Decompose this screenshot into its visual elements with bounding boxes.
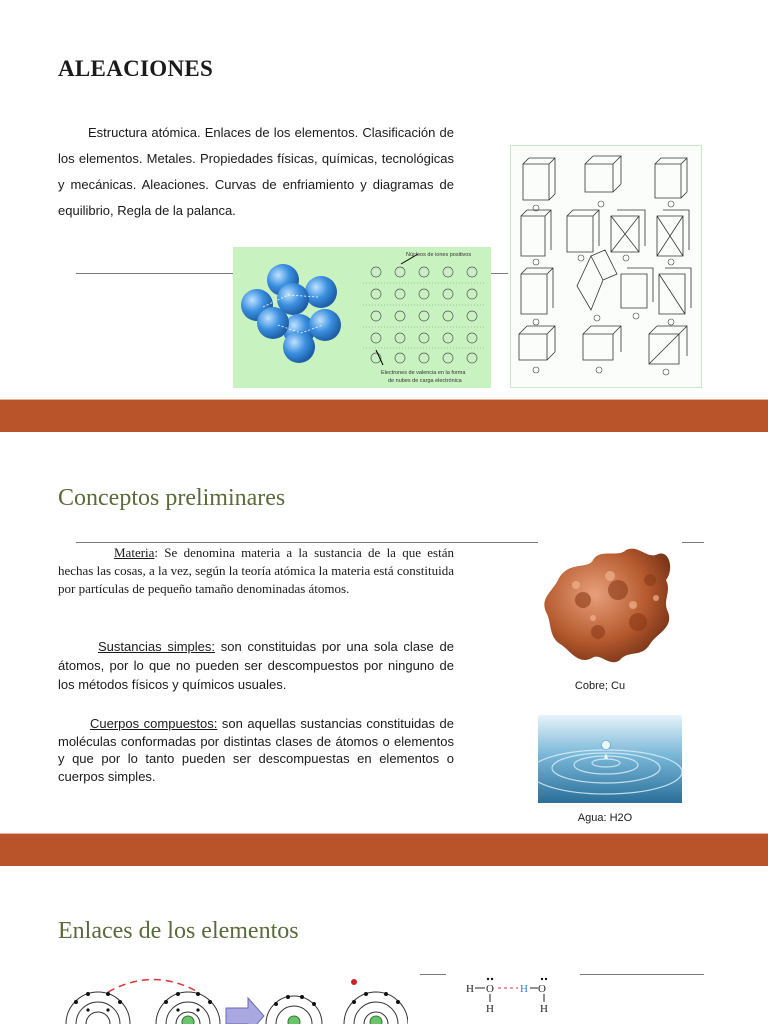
hydrogen-bond-illustration	[462, 974, 562, 1020]
section-heading-conceptos: Conceptos preliminares	[58, 485, 286, 511]
hydrogen-label: H	[540, 1003, 548, 1015]
water-image	[538, 715, 682, 803]
ionic-bond-illustration	[58, 972, 408, 1024]
divider-left	[76, 542, 538, 543]
divider-right	[490, 273, 508, 274]
oxygen-label: O	[486, 983, 494, 995]
figure-label-ions: Núcleos de iones positivos	[406, 252, 472, 258]
compuestos-term: Cuerpos compuestos:	[90, 716, 218, 731]
hydrogen-label: H	[520, 983, 528, 995]
metallic-bond-illustration	[233, 247, 491, 388]
compuestos-text: son aquellas sustancias constituidas de moléculas conformadas por distintas clases de átomos o elementos y que por lo tanto pueden ser descompuestas en elementos o cuerpos simples.	[58, 716, 455, 784]
simples-text: son constituidas por una sola clase de átomos, por lo que no pueden ser descompuestos por ninguno de los métodos físicos y químicos usuales.	[58, 639, 454, 692]
page-title: ALEACIONES	[58, 56, 214, 81]
hydrogen-label: H	[466, 983, 474, 995]
metallic-bond-figure	[233, 247, 491, 388]
divider-right	[580, 974, 704, 975]
section-band	[0, 400, 768, 432]
simples-term: Sustancias simples:	[98, 639, 216, 654]
divider-left	[76, 273, 234, 274]
section-band	[0, 834, 768, 866]
oxygen-label: O	[538, 983, 546, 995]
cuerpos-compuestos-paragraph	[58, 715, 454, 785]
water-drop-illustration	[538, 715, 682, 803]
intro-paragraph: Estructura atómica. Enlaces de los elementos. Clasificación de los elementos. Metales. Propiedades físicas, químicas, tecnológicas y mecánicas. Aleaciones. Curvas de enfriamiento y diagramas de equilibrio, Regla de la palanca.	[58, 125, 454, 218]
copper-illustration	[538, 540, 678, 670]
hydrogen-label: H	[486, 1003, 494, 1015]
hydrogen-bond-figure	[462, 974, 562, 1020]
section-heading-enlaces: Enlaces de los elementos	[58, 918, 299, 944]
water-caption: Agua: H2O	[577, 812, 633, 824]
crystal-lattice-illustration	[511, 146, 701, 387]
atom-spheres	[241, 264, 341, 363]
materia-text: : Se denomina materia a la sustancia de la que están hechas las cosas, a la vez, según la teoría atómica la materia está constituida por partículas de pequeño tamaño denominadas átomos.	[58, 545, 454, 596]
figure-label-electrons-2: de nubes de carga electrónica	[388, 378, 462, 384]
copper-caption: Cobre; Cu	[574, 680, 626, 692]
materia-term: Materia	[114, 545, 155, 560]
divider-right	[682, 542, 704, 543]
figure-label-electrons-1: Electrones de valencia en la forma	[381, 370, 466, 376]
ion-lattice	[371, 267, 477, 363]
sustancias-simples-paragraph	[58, 637, 454, 694]
ionic-bond-figure	[58, 972, 408, 1024]
materia-paragraph	[58, 544, 454, 598]
divider-left	[420, 974, 446, 975]
copper-image	[538, 540, 678, 670]
crystal-lattice-figure	[510, 145, 702, 388]
